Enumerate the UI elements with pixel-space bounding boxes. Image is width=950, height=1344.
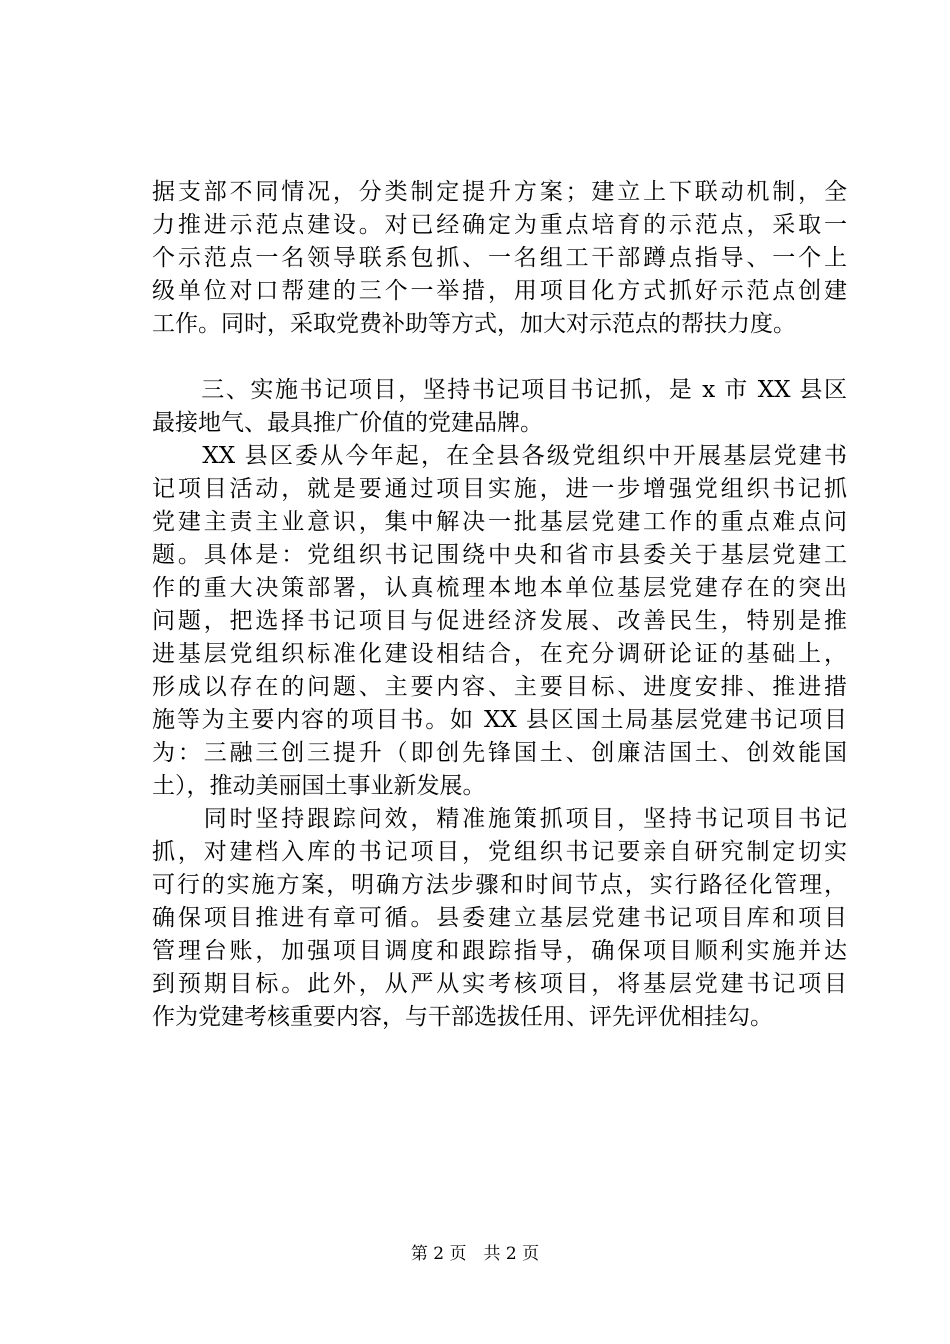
text-line: 抓，对建档入库的书记项目，党组织书记要亲自研究制定切实	[152, 839, 847, 865]
text-line: 作为党建考核重要内容，与干部选拔任用、评先评优相挂勾。	[152, 1004, 773, 1030]
text-line: 同时坚持跟踪问效，精准施策抓项目，坚持书记项目书记	[152, 806, 847, 832]
text-line: 为：三融三创三提升（即创先锋国土、创廉洁国土、创效能国	[152, 740, 847, 766]
text-line: 力推进示范点建设。对已经确定为重点培育的示范点，采取一	[152, 212, 847, 238]
paragraph-spacer	[152, 341, 847, 374]
text-line: XX 县区委从今年起，在全县各级党组织中开展基层党建书	[152, 443, 847, 469]
text-line: 题。具体是：党组织书记围绕中央和省市县委关于基层党建工	[152, 542, 847, 568]
text-line: 确保项目推进有章可循。县委建立基层党建书记项目库和项目	[152, 905, 847, 931]
text-line: 据支部不同情况，分类制定提升方案；建立上下联动机制，全	[152, 179, 847, 205]
text-line: 可行的实施方案，明确方法步骤和时间节点，实行路径化管理，	[152, 872, 847, 898]
text-line: 个示范点一名领导联系包抓、一名组工干部蹲点指导、一个上	[152, 245, 847, 271]
text-line: 形成以存在的问题、主要内容、主要目标、进度安排、推进措	[152, 674, 847, 700]
text-line: 作的重大决策部署，认真梳理本地本单位基层党建存在的突出	[152, 575, 847, 601]
text-line: 到预期目标。此外，从严从实考核项目，将基层党建书记项目	[152, 971, 847, 997]
text-line: 问题，把选择书记项目与促进经济发展、改善民生，特别是推	[152, 608, 847, 634]
text-line: 工作。同时，采取党费补助等方式，加大对示范点的帮扶力度。	[152, 311, 796, 337]
paragraph-3	[152, 440, 847, 803]
page-number-footer: 第 2 页 共 2 页	[410, 1244, 540, 1264]
text-line: 记项目活动，就是要通过项目实施，进一步增强党组织书记抓	[152, 476, 847, 502]
text-line: 土），推动美丽国土事业新发展。	[152, 773, 486, 799]
text-line: 进基层党组织标准化建设相结合，在充分调研论证的基础上，	[152, 641, 847, 667]
document-body	[152, 176, 847, 1034]
text-line: 三、实施书记项目，坚持书记项目书记抓，是 x 市 XX 县区	[152, 377, 847, 403]
text-line: 管理台账，加强项目调度和跟踪指导，确保项目顺利实施并达	[152, 938, 847, 964]
text-line: 级单位对口帮建的三个一举措，用项目化方式抓好示范点创建	[152, 278, 847, 304]
paragraph-2	[152, 374, 847, 440]
text-line: 党建主责主业意识，集中解决一批基层党建工作的重点难点问	[152, 509, 847, 535]
paragraph-4	[152, 803, 847, 1034]
text-line: 最接地气、最具推广价值的党建品牌。	[152, 410, 543, 436]
paragraph-1	[152, 176, 847, 341]
text-line: 施等为主要内容的项目书。如 XX 县区国土局基层党建书记项目	[152, 707, 847, 733]
